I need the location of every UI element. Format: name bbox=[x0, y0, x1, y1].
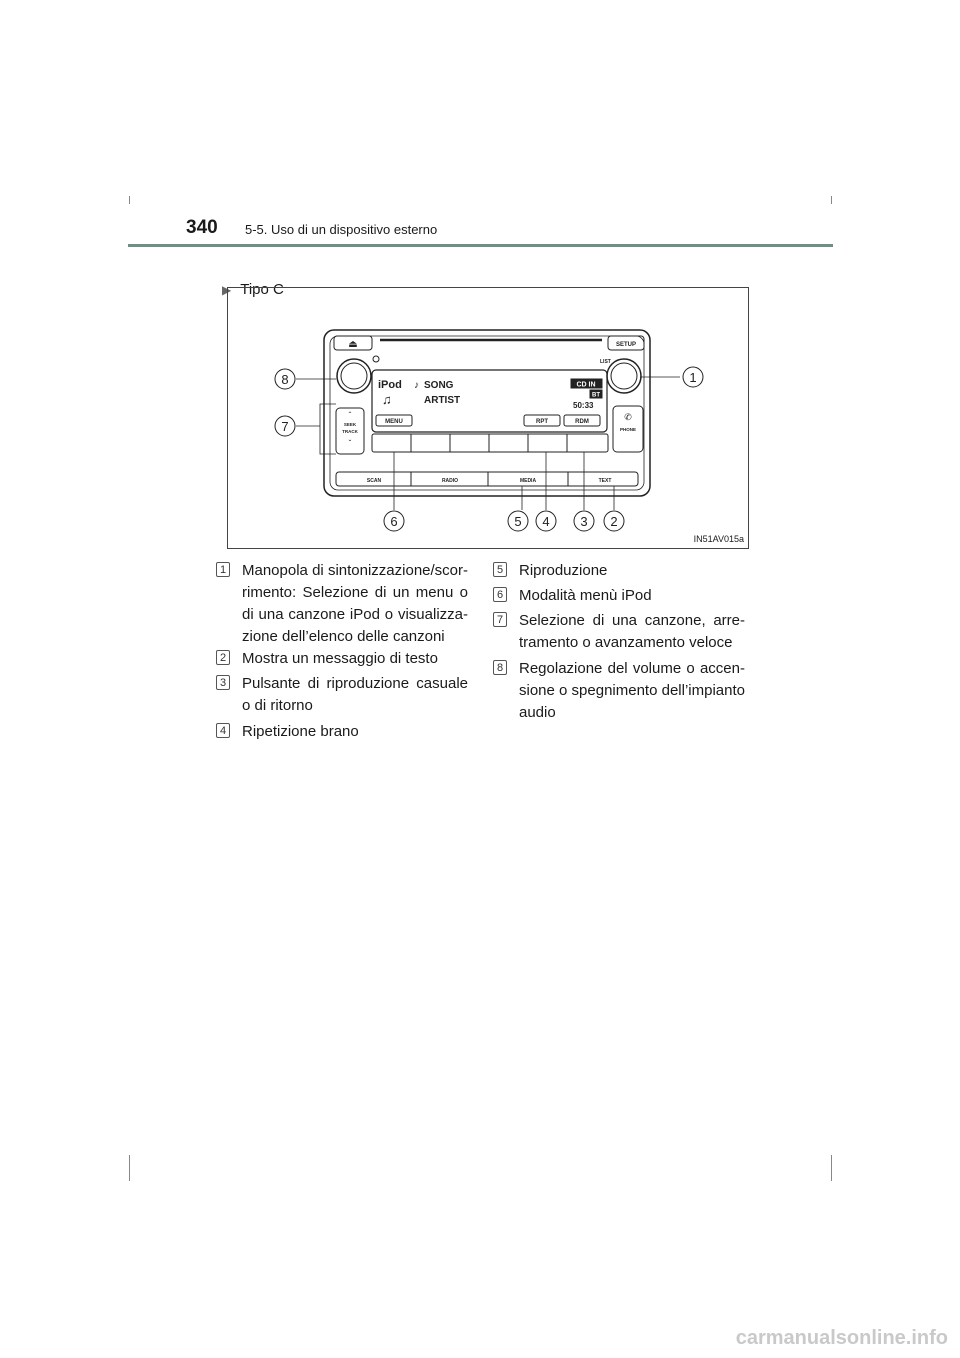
triangle-bullet-icon: ▶ bbox=[222, 283, 232, 297]
callout-3: 3 bbox=[580, 514, 588, 529]
display-time: 50:33 bbox=[573, 401, 594, 410]
callout-1: 1 bbox=[689, 370, 697, 385]
crop-mark bbox=[831, 196, 832, 204]
eject-icon: ⏏ bbox=[348, 339, 358, 350]
item-text: Manopola di sintonizzazione/scor-rimento: Selezione di un menu o di una canzone iPod o visualizza-zione dell’elenco delle canzoni bbox=[242, 562, 468, 645]
callout-7: 7 bbox=[281, 419, 289, 434]
list-item bbox=[216, 648, 468, 670]
item-text: Pulsante di riproduzione casuale o di ritorno bbox=[242, 675, 468, 714]
list-item bbox=[493, 560, 745, 582]
svg-text:♫: ♫ bbox=[382, 392, 392, 407]
list-item bbox=[493, 610, 745, 654]
item-text: Riproduzione bbox=[519, 562, 608, 579]
item-number: 4 bbox=[216, 723, 230, 738]
callout-4: 4 bbox=[542, 514, 550, 529]
page-number: 340 bbox=[186, 217, 218, 238]
section-title: 5-5. Uso di un dispositivo esterno bbox=[245, 222, 438, 237]
radio-label: RADIO bbox=[441, 478, 459, 484]
svg-text:ˆ: ˆ bbox=[348, 411, 352, 420]
audio-unit-illustration bbox=[228, 288, 748, 548]
scan-label: SCAN bbox=[366, 478, 382, 484]
svg-text:ˇ: ˇ bbox=[348, 439, 352, 448]
item-text: Ripetizione brano bbox=[242, 723, 359, 740]
audio-unit-figure bbox=[227, 287, 749, 549]
subheading-text: Tipo C bbox=[240, 281, 284, 298]
phone-icon: ✆ bbox=[624, 412, 632, 422]
item-number: 8 bbox=[493, 660, 507, 675]
watermark: carmanualsonline.info bbox=[735, 1327, 948, 1349]
track-label: TRACK bbox=[342, 429, 358, 434]
text-label: TEXT bbox=[598, 478, 612, 484]
callout-6: 6 bbox=[390, 514, 398, 529]
item-number: 6 bbox=[493, 587, 507, 602]
item-text: Selezione di una canzone, arre-tramento o avanzamento veloce bbox=[519, 612, 745, 651]
list-item bbox=[493, 585, 745, 607]
svg-text:♪: ♪ bbox=[414, 380, 419, 391]
list-item bbox=[216, 673, 468, 717]
item-number: 2 bbox=[216, 650, 230, 665]
phone-label: PHONE bbox=[619, 427, 637, 432]
softkey-rdm: RDM bbox=[575, 419, 589, 425]
display-artist: ARTIST bbox=[424, 395, 461, 406]
item-text: Regolazione del volume o accen-sione o spegnimento dell’impianto audio bbox=[519, 660, 745, 721]
item-number: 5 bbox=[493, 562, 507, 577]
item-text: Modalità menù iPod bbox=[519, 587, 652, 604]
media-label: MEDIA bbox=[519, 478, 537, 484]
callout-8: 8 bbox=[281, 372, 289, 387]
display-source: iPod bbox=[378, 379, 402, 391]
crop-mark bbox=[129, 196, 130, 204]
header-rule bbox=[128, 244, 833, 247]
figure-code: IN51AV015a bbox=[693, 534, 744, 544]
item-number: 3 bbox=[216, 675, 230, 690]
display-song: SONG bbox=[424, 380, 454, 391]
list-item bbox=[216, 721, 468, 743]
seek-label: SEEK bbox=[343, 422, 357, 427]
item-text: Mostra un messaggio di testo bbox=[242, 650, 438, 667]
crop-mark bbox=[831, 1155, 832, 1181]
setup-label: SETUP bbox=[615, 342, 637, 348]
callout-5: 5 bbox=[514, 514, 522, 529]
crop-mark bbox=[129, 1155, 130, 1181]
item-number: 7 bbox=[493, 612, 507, 627]
badge-cd-in: CD IN bbox=[576, 381, 596, 389]
softkey-menu: MENU bbox=[385, 419, 403, 425]
list-item bbox=[216, 560, 468, 648]
badge-bt: BT bbox=[592, 392, 600, 399]
item-number: 1 bbox=[216, 562, 230, 577]
list-item bbox=[493, 658, 745, 724]
callout-2: 2 bbox=[610, 514, 618, 529]
list-label: LIST bbox=[600, 359, 611, 365]
softkey-rpt: RPT bbox=[536, 419, 548, 425]
